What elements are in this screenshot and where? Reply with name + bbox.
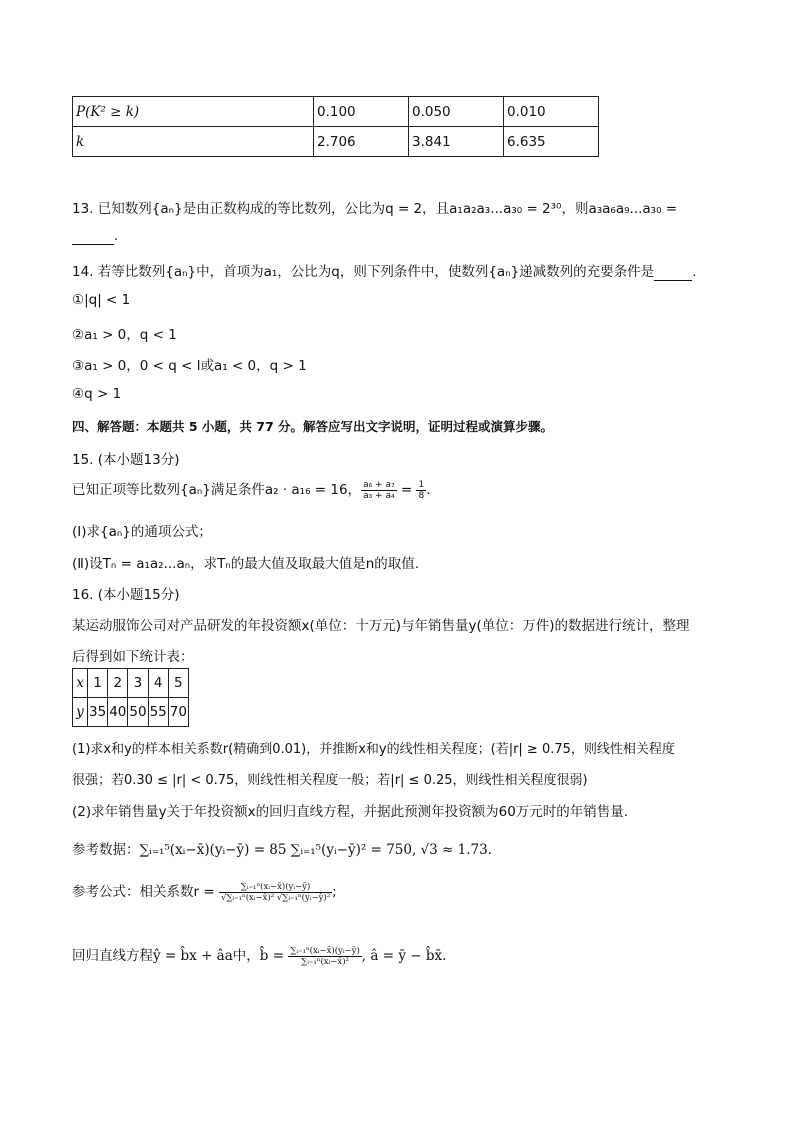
table-cell: 4 (148, 669, 168, 698)
table-header-cell: y (73, 698, 88, 727)
table-cell: 3.841 (409, 127, 504, 157)
table-cell: 6.635 (504, 127, 599, 157)
question-16-part-1-line-2: 很强；若0.30 ≤ |r| < 0.75，则线性相关程度一般；若|r| ≤ 0.25，则线性相关程度很弱) (72, 773, 588, 788)
table-cell: 50 (128, 698, 148, 727)
table-row (73, 669, 189, 698)
table-cell: 3 (128, 669, 148, 698)
critical-value-table (72, 96, 599, 157)
answer-blank (654, 264, 692, 281)
slope-fraction (288, 946, 361, 967)
question-14-stem (72, 260, 696, 281)
table-cell: P(K² ≥ k) (73, 97, 314, 127)
reference-data-label: 参考数据： (72, 842, 140, 858)
reference-formula (72, 880, 337, 903)
fraction-denominator: √∑ᵢ₌₁ⁿ(xᵢ−x̄)² √∑ᵢ₌₁ⁿ(yᵢ−ȳ)² (220, 892, 331, 903)
semicolon: ; (332, 884, 337, 900)
reference-data (72, 838, 492, 858)
question-13-stem: 13. 已知数列{aₙ}是由正数构成的等比数列，公比为q = 2，且a₁a₂a₃...a₃₀ = 2³⁰，则a₃a₆a₉...a₃₀ = (72, 201, 678, 217)
table-cell: k (73, 127, 314, 157)
table-cell: 40 (108, 698, 128, 727)
question-16-stem-line-1: 某运动服饰公司对产品研发的年投资额x(单位：十万元)与年销售量y(单位：万件)的数据进行统计，整理 (72, 618, 690, 634)
question-15-stem (72, 478, 431, 501)
period: . (692, 264, 697, 280)
table-header-cell: x (73, 669, 88, 698)
option-3: ③a₁ > 0，0 < q < l或a₁ < 0，q > 1 (72, 358, 307, 374)
period: . (114, 228, 119, 244)
section-heading: 四、解答题：本题共 5 小题，共 77 分。解答应写出文字说明，证明过程或演算步骤。 (72, 419, 554, 434)
question-15-part-2: (Ⅱ)设Tₙ = a₁a₂...aₙ，求Tₙ的最大值及取最大值是n的取值. (72, 556, 420, 572)
question-14-text: 14. 若等比数列{aₙ}中，首项为a₁，公比为q，则下列条件中，使数列{aₙ}递减数列的充要条件是 (72, 264, 655, 280)
table-cell: 2 (108, 669, 128, 698)
fraction-denominator: a₃ + a₄ (363, 490, 395, 501)
fraction (416, 480, 426, 501)
table-cell: 0.050 (409, 97, 504, 127)
question-16-stem-line-2: 后得到如下统计表： (72, 649, 194, 665)
stem-text: 已知正项等比数列{aₙ}满足条件a₂ · a₁₆ = 16， (72, 482, 362, 498)
table-cell: 0.100 (314, 97, 409, 127)
fraction (361, 480, 397, 501)
question-16-header: 16. (本小题15分) (72, 587, 180, 603)
regression-formula (72, 944, 446, 967)
table-row (73, 698, 189, 727)
question-15-part-1: (Ⅰ)求{aₙ}的通项公式； (72, 524, 212, 540)
fraction-numerator: ∑ᵢ₌₁ⁿ(xᵢ−x̄)(yᵢ−ȳ) (219, 882, 332, 893)
option-4: ④q > 1 (72, 386, 122, 402)
table-cell: 55 (148, 698, 168, 727)
reference-data-formula: ∑ᵢ₌₁⁵(xᵢ−x̄)(yᵢ−ȳ) = 85 ∑ᵢ₌₁⁵(yᵢ−ȳ)² = 750, √3 ≈ 1.73. (139, 842, 492, 858)
period: . (426, 482, 431, 498)
regression-label: 回归直线方程ŷ = b̂x + âa中，b̂ = (72, 948, 289, 964)
table-row (73, 97, 599, 127)
option-2: ②a₁ > 0，q < 1 (72, 327, 177, 343)
intercept-formula: , â = ȳ − b̂x̄. (361, 948, 447, 964)
answer-blank (72, 228, 114, 245)
reference-formula-label: 参考公式：相关系数r = (72, 884, 219, 900)
table-cell: 0.010 (504, 97, 599, 127)
table-cell: 5 (168, 669, 188, 698)
question-15-header: 15. (本小题13分) (72, 452, 180, 468)
question-16-part-1-line-1: (1)求x和y的样本相关系数r(精确到0.01)，并推断x和y的线性相关程度；(若|r| ≥ 0.75，则线性相关程度 (72, 742, 675, 757)
fraction-numerator: ∑ᵢ₌₁ⁿ(xᵢ−x̄)(yᵢ−ȳ) (290, 945, 360, 956)
table-cell: 35 (88, 698, 108, 727)
fraction-numerator: a₆ + a₇ (363, 479, 395, 490)
equals: = (396, 482, 417, 498)
data-table (72, 668, 189, 727)
option-1: ①|q| < 1 (72, 292, 131, 308)
table-cell: 1 (88, 669, 108, 698)
question-13-answer-line (72, 228, 118, 245)
correlation-fraction (219, 882, 332, 903)
fraction-numerator: 1 (418, 479, 425, 490)
table-cell: 2.706 (314, 127, 409, 157)
fraction-denominator: ∑ᵢ₌₁ⁿ(xᵢ−x̄)² (301, 956, 349, 967)
table-row (73, 127, 599, 157)
table-cell: 70 (168, 698, 188, 727)
question-16-part-2: (2)求年销售量y关于年投资额x的回归直线方程，并据此预测年投资额为60万元时的年销售量. (72, 804, 629, 820)
fraction-denominator: 8 (418, 490, 425, 501)
